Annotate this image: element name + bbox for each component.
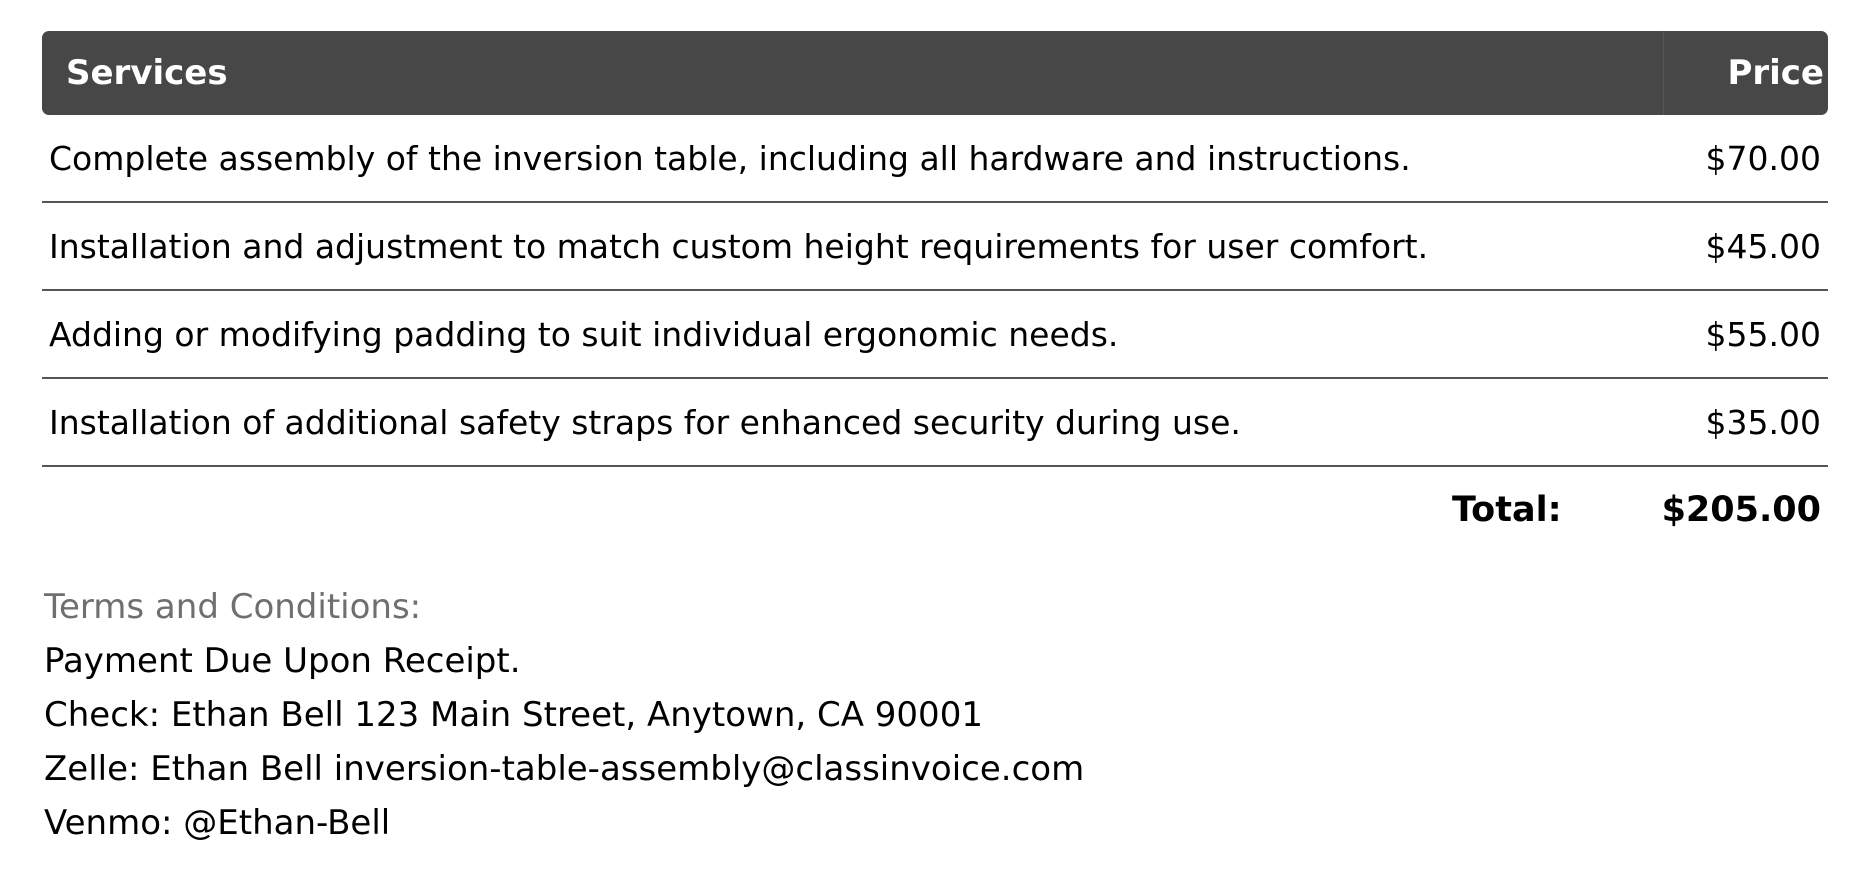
total-row xyxy=(42,467,1828,553)
service-description: Adding or modifying padding to suit individual ergonomic needs. xyxy=(49,314,1119,354)
terms-section xyxy=(44,580,1084,850)
table-row xyxy=(42,115,1828,203)
service-price: $70.00 xyxy=(1705,138,1821,178)
services-column-header: Services xyxy=(66,53,228,93)
service-description: Installation of additional safety straps for enhanced security during use. xyxy=(49,402,1241,442)
service-price: $55.00 xyxy=(1705,314,1821,354)
services-table xyxy=(42,31,1828,553)
service-description: Installation and adjustment to match custom height requirements for user comfort. xyxy=(49,226,1429,266)
total-label: Total: xyxy=(1451,490,1562,530)
terms-title: Terms and Conditions: xyxy=(44,587,422,627)
service-description: Complete assembly of the inversion table, including all hardware and instructions. xyxy=(49,138,1411,178)
table-row xyxy=(42,203,1828,291)
total-value: $205.00 xyxy=(1661,490,1821,530)
terms-venmo: Venmo: @Ethan-Bell xyxy=(44,803,391,843)
table-header xyxy=(42,31,1828,115)
table-row xyxy=(42,291,1828,379)
terms-zelle: Zelle: Ethan Bell inversion-table-assembly@classinvoice.com xyxy=(44,749,1085,789)
service-price: $35.00 xyxy=(1705,402,1821,442)
price-column-header: Price xyxy=(1663,31,1828,115)
terms-payment-due: Payment Due Upon Receipt. xyxy=(44,641,521,681)
terms-check: Check: Ethan Bell 123 Main Street, Anytown, CA 90001 xyxy=(44,695,983,735)
service-price: $45.00 xyxy=(1705,226,1821,266)
table-row xyxy=(42,379,1828,467)
